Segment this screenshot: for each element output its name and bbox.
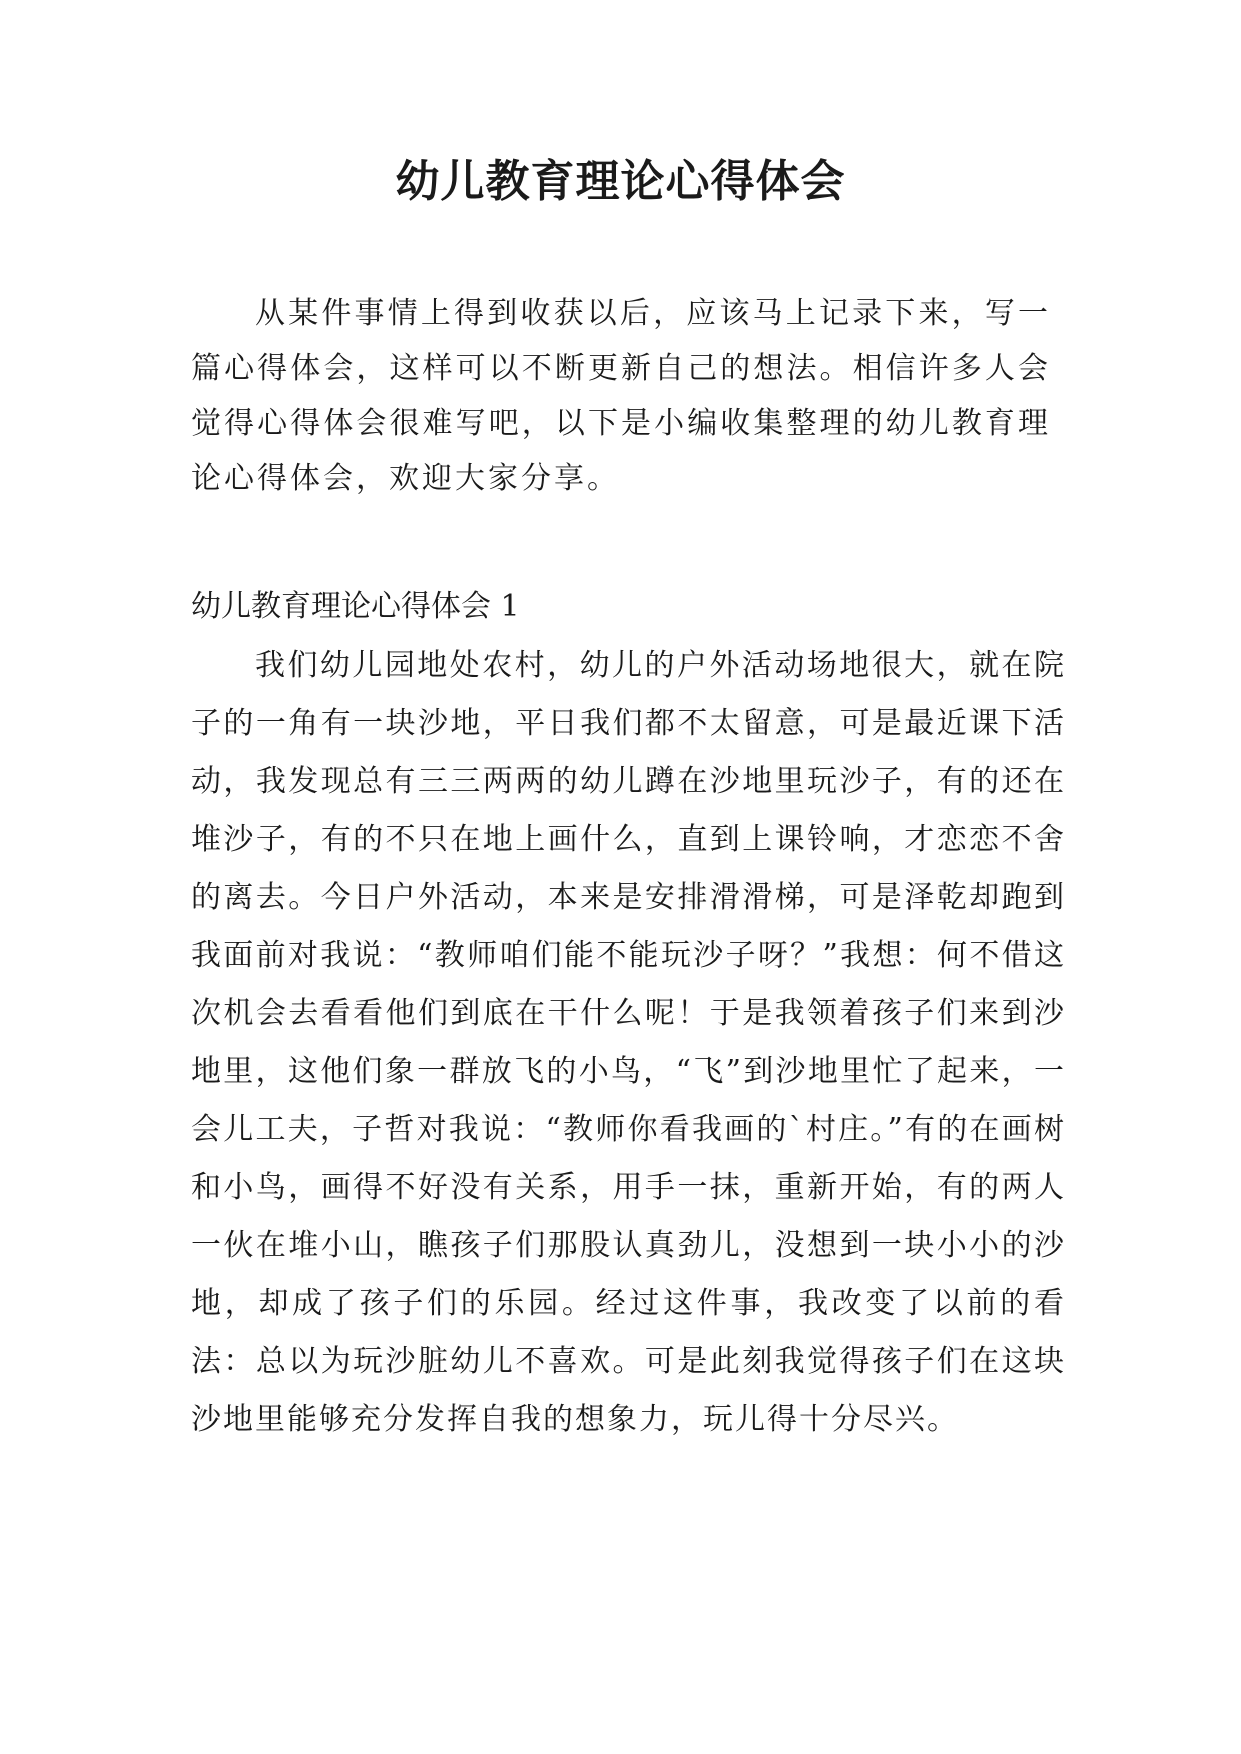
document-title: 幼儿教育理论心得体会 xyxy=(395,156,846,207)
section-heading: 幼儿教育理论心得体会 1 xyxy=(191,589,520,624)
body-paragraph: 我们幼儿园地处农村，幼儿的户外活动场地很大，就在院子的一角有一块沙地，平日我们都不太留意，可是最近课下活动，我发现总有三三两两的幼儿蹲在沙地里玩沙子，有的还在堆沙子，有的不只在地上画什么，直到上课铃响，才恋恋不舍的离去。今日户外活动，本来是安排滑滑梯，可是泽乾却跑到我面前对我说：“教师咱们能不能玩沙子呀？”我想：何不借这次机会去看看他们到底在干什么呢！于是我领着孩子们来到沙地里，这他们象一群放飞的小鸟，“飞”到沙地里忙了起来，一会儿工夫，子哲对我说：“教师你看我画的`村庄。”有的在画树和小鸟，画得不好没有关系，用手一抹，重新开始，有的两人一伙在堆小山，瞧孩子们那股认真劲儿，没想到一块小小的沙地，却成了孩子们的乐园。经过这件事，我改变了以前的看法：总以为玩沙脏幼儿不喜欢。可是此刻我觉得孩子们在这块沙地里能够充分发挥自我的想象力，玩儿得十分尽兴。 xyxy=(191,648,1066,1437)
intro-paragraph: 从某件事情上得到收获以后，应该马上记录下来，写一篇心得体会，这样可以不断更新自己的想法。相信许多人会觉得心得体会很难写吧，以下是小编收集整理的幼儿教育理论心得体会，欢迎大家分享。 xyxy=(191,296,1051,496)
